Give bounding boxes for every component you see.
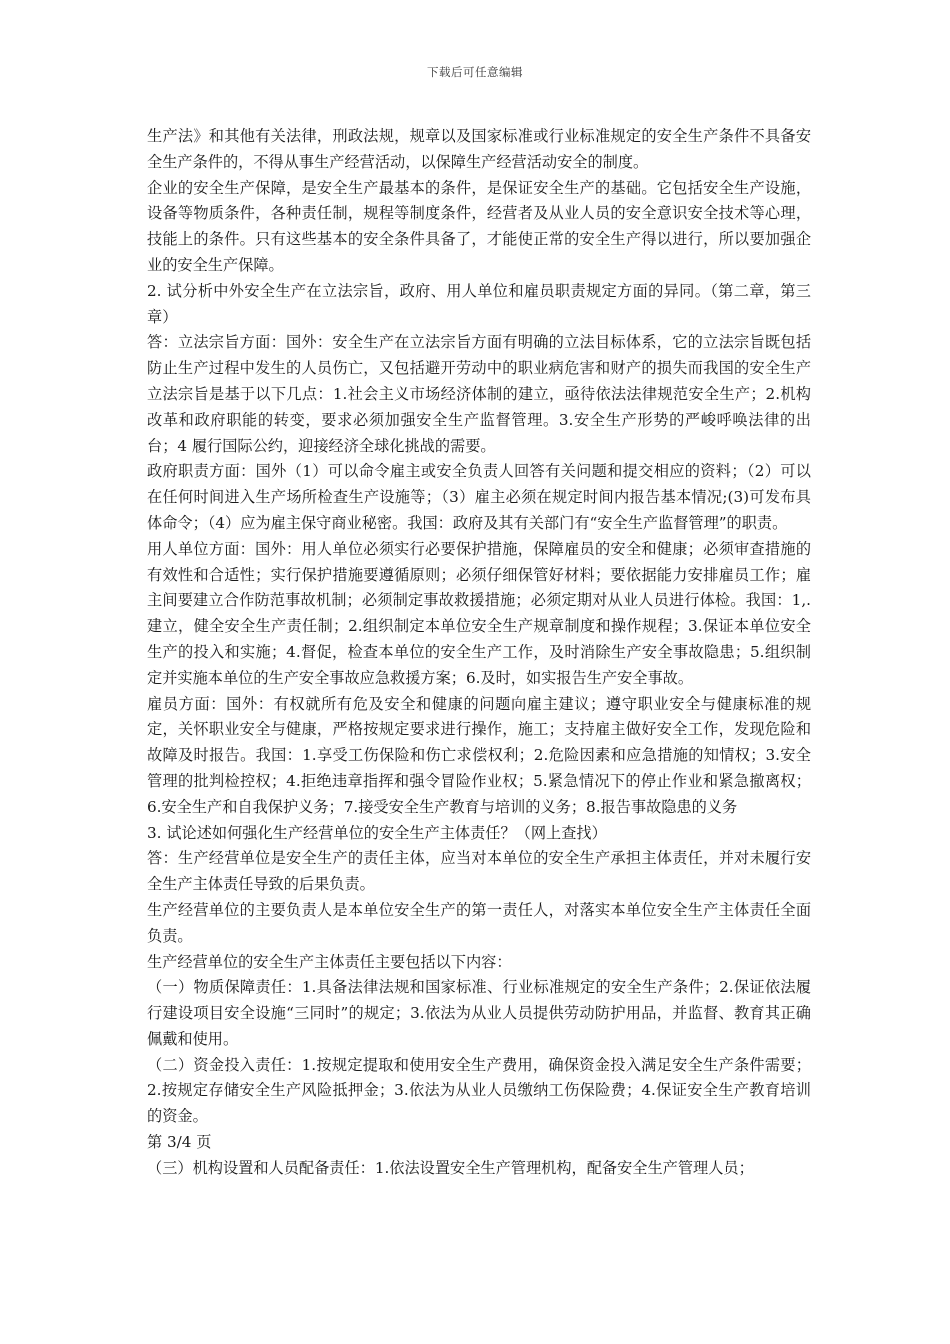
question-heading: 2. 试分析中外安全生产在立法宗旨，政府、用人单位和雇员职责规定方面的异同。（第二章，第三章） [147, 281, 811, 326]
paragraph: 答：生产经营单位是安全生产的责任主体，应当对本单位的安全生产承担主体责任，并对未履行安全生产主体责任导致的后果负责。 [147, 849, 811, 894]
paragraph: 生产经营单位的安全生产主体责任主要包括以下内容： [147, 952, 512, 971]
paragraph: 雇员方面：国外：有权就所有危及安全和健康的问题向雇主建议；遵守职业安全与健康标准的规定，关怀职业安全与健康，严格按规定要求进行操作，施工；支持雇主做好安全工作，发现危险和故障及时报告。我国：1.享受工伤保险和伤亡求偿权利；2.危险因素和应急措施的知情权；3.安全管理的批判检控权；4.拒绝违章指挥和强令冒险作业权；5.紧急情况下的停止作业和紧急撤离权；6.安全生产和自我保护义务；7.接受安全生产教育与培训的义务；8.报告事故隐患的义务 [147, 694, 811, 816]
document-body [147, 124, 811, 1182]
page-header: 下载后可任意编辑 [427, 65, 523, 79]
question-heading: 3. 试论述如何强化生产经营单位的安全生产主体责任？（网上查找） [147, 823, 607, 842]
paragraph: 用人单位方面：国外：用人单位必须实行必要保护措施，保障雇员的安全和健康；必须审查措施的有效性和合适性；实行保护措施要遵循原则；必须仔细保管好材料；要依据能力安排雇员工作；雇主间要建立合作防范事故机制；必须制定事故救援措施；必须定期对从业人员进行体检。我国：1,.建立，健全安全生产责任制；2.组织制定本单位安全生产规章制度和操作规程；3.保证本单位安全生产的投入和实施；4.督促，检查本单位的安全生产工作，及时消除生产安全事故隐患；5.组织制定并实施本单位的生产安全事故应急救援方案；6.及时，如实报告生产安全事故。 [147, 539, 811, 687]
paragraph: 企业的安全生产保障，是安全生产最基本的条件，是保证安全生产的基础。它包括安全生产设施，设备等物质条件，各种责任制，规程等制度条件，经营者及从业人员的安全意识安全技术等心理，技能上的条件。只有这些基本的安全条件具备了，才能使正常的安全生产得以进行，所以要加强企业的安全生产保障。 [147, 178, 811, 274]
paragraph: 政府职责方面：国外（1）可以命令雇主或安全负责人回答有关问题和提交相应的资料；（2）可以在任何时间进入生产场所检查生产设施等；（3）雇主必须在规定时间内报告基本情况;(3)可发布具体命令；（4）应为雇主保守商业秘密。我国：政府及其有关部门有“安全生产监督管理”的职责。 [147, 462, 811, 532]
paragraph: （二）资金投入责任：1.按规定提取和使用安全生产费用，确保资金投入满足安全生产条件需要；2.按规定存储安全生产风险抵押金；3.依法为从业人员缴纳工伤保险费；4.保证安全生产教育培训的资金。 [147, 1055, 811, 1126]
paragraph: 生产经营单位的主要负责人是本单位安全生产的第一责任人，对落实本单位安全生产主体责任全面负责。 [147, 900, 811, 945]
paragraph: （一）物质保障责任：1.具备法律法规和国家标准、行业标准规定的安全生产条件；2.保证依法履行建设项目安全设施“三同时”的规定；3.依法为从业人员提供劳动防护用品，并监督、教育其正确佩戴和使用。 [147, 978, 811, 1048]
page-number: 第 3/4 页 [147, 1133, 212, 1152]
paragraph: （三）机构设置和人员配备责任：1.依法设置安全生产管理机构，配备安全生产管理人员； [147, 1158, 754, 1177]
paragraph: 生产法》和其他有关法律，刑政法规，规章以及国家标准或行业标准规定的安全生产条件不具备安全生产条件的，不得从事生产经营活动，以保障生产经营活动安全的制度。 [147, 127, 811, 171]
paragraph: 答：立法宗旨方面：国外：安全生产在立法宗旨方面有明确的立法目标体系，它的立法宗旨既包括防止生产过程中发生的人员伤亡，又包括避开劳动中的职业病危害和财产的损失而我国的安全生产立法宗旨是基于以下几点：1.社会主义市场经济体制的建立，亟待依法法律规范安全生产；2.机构改革和政府职能的转变，要求必须加强安全生产监督管理。3.安全生产形势的严峻呼唤法律的出台；4 履行国际公约，迎接经济全球化挑战的需要。 [147, 333, 811, 455]
